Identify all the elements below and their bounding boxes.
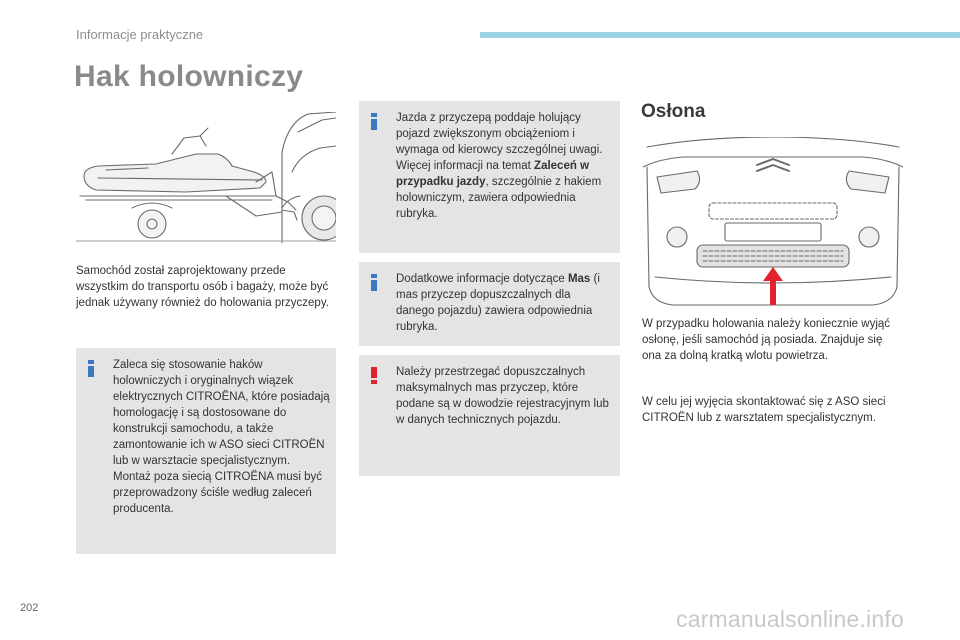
info-icon <box>371 274 377 291</box>
note-warning-text: Należy przestrzegać dopuszczalnych maksymalnych mas przyczep, które podane są w dowodzie rejestracyjnym lub w danych technicznych pojazdu. <box>396 366 609 426</box>
note-masses-text <box>396 271 610 335</box>
note-recommended-hooks <box>76 348 336 554</box>
cover-contact-text: W celu jej wyjęcia skontaktować się z ASO sieci CITROËN lub z warsztatem specjalistycznym. <box>642 396 886 424</box>
page-title: Hak holowniczy <box>74 60 304 93</box>
masses-reference: Mas <box>567 273 591 285</box>
page-number: 202 <box>20 602 39 614</box>
note-masses-text-part-2: (i mas przyczep dopuszczalnych dla danego pojazdu) zawiera odpowiednia rubryka. <box>396 273 600 333</box>
intro-text: Samochód został zaprojektowany przede wszystkim do transportu osób i bagaży, może być jednak używany również do holowania przyczepy. <box>76 265 329 309</box>
note-driving-text <box>396 110 610 222</box>
cover-removal-text: W przypadku holowania należy koniecznie wyjąć osłonę, jeśli samochód ją posiada. Znajduje się ona za dolną kratką wlotu powietrza. <box>642 318 891 362</box>
section-label: Informacje praktyczne <box>76 27 204 42</box>
info-icon <box>371 113 377 130</box>
watermark: carmanualsonline.info <box>676 606 904 632</box>
section-heading-cover: Osłona <box>641 101 706 122</box>
note-recommended-hooks-text: Zaleca się stosowanie haków holowniczych i oryginalnych wiązek elektrycznych CITROËNA, które posiadają homologację i są dostosowane do konstrukcji samochodu, a także zamontowanie ich w ASO sieci CITROËN lub w warsztacie specjalistycznym. Montaż poza siecią CITROËNA musi być przeprowadzony ściśle według zaleceń producenta. <box>113 359 330 515</box>
note-driving-text-part-2: , szczególnie z hakiem holowniczym, zawiera odpowiednia rubryka. <box>396 176 602 220</box>
cover-location-arrow <box>763 267 783 305</box>
front-grille-illustration <box>643 137 903 307</box>
trailer-illustration <box>76 112 336 243</box>
warning-icon <box>371 367 377 384</box>
info-icon <box>88 360 94 377</box>
note-masses <box>359 262 620 346</box>
header-accent-bar <box>480 32 960 38</box>
note-trailer-mass-warning <box>359 355 620 476</box>
driving-advice-reference: Zaleceń w przypadku jazdy <box>396 160 590 188</box>
note-driving-text-part-1: Jazda z przyczepą poddaje holujący pojazd zwiększonym obciążeniom i wymaga od kierowcy szczególnej uwagi. Więcej informacji na temat <box>396 112 603 172</box>
note-masses-text-part-1: Dodatkowe informacje dotyczące <box>396 273 568 285</box>
note-driving-with-trailer <box>359 101 620 253</box>
